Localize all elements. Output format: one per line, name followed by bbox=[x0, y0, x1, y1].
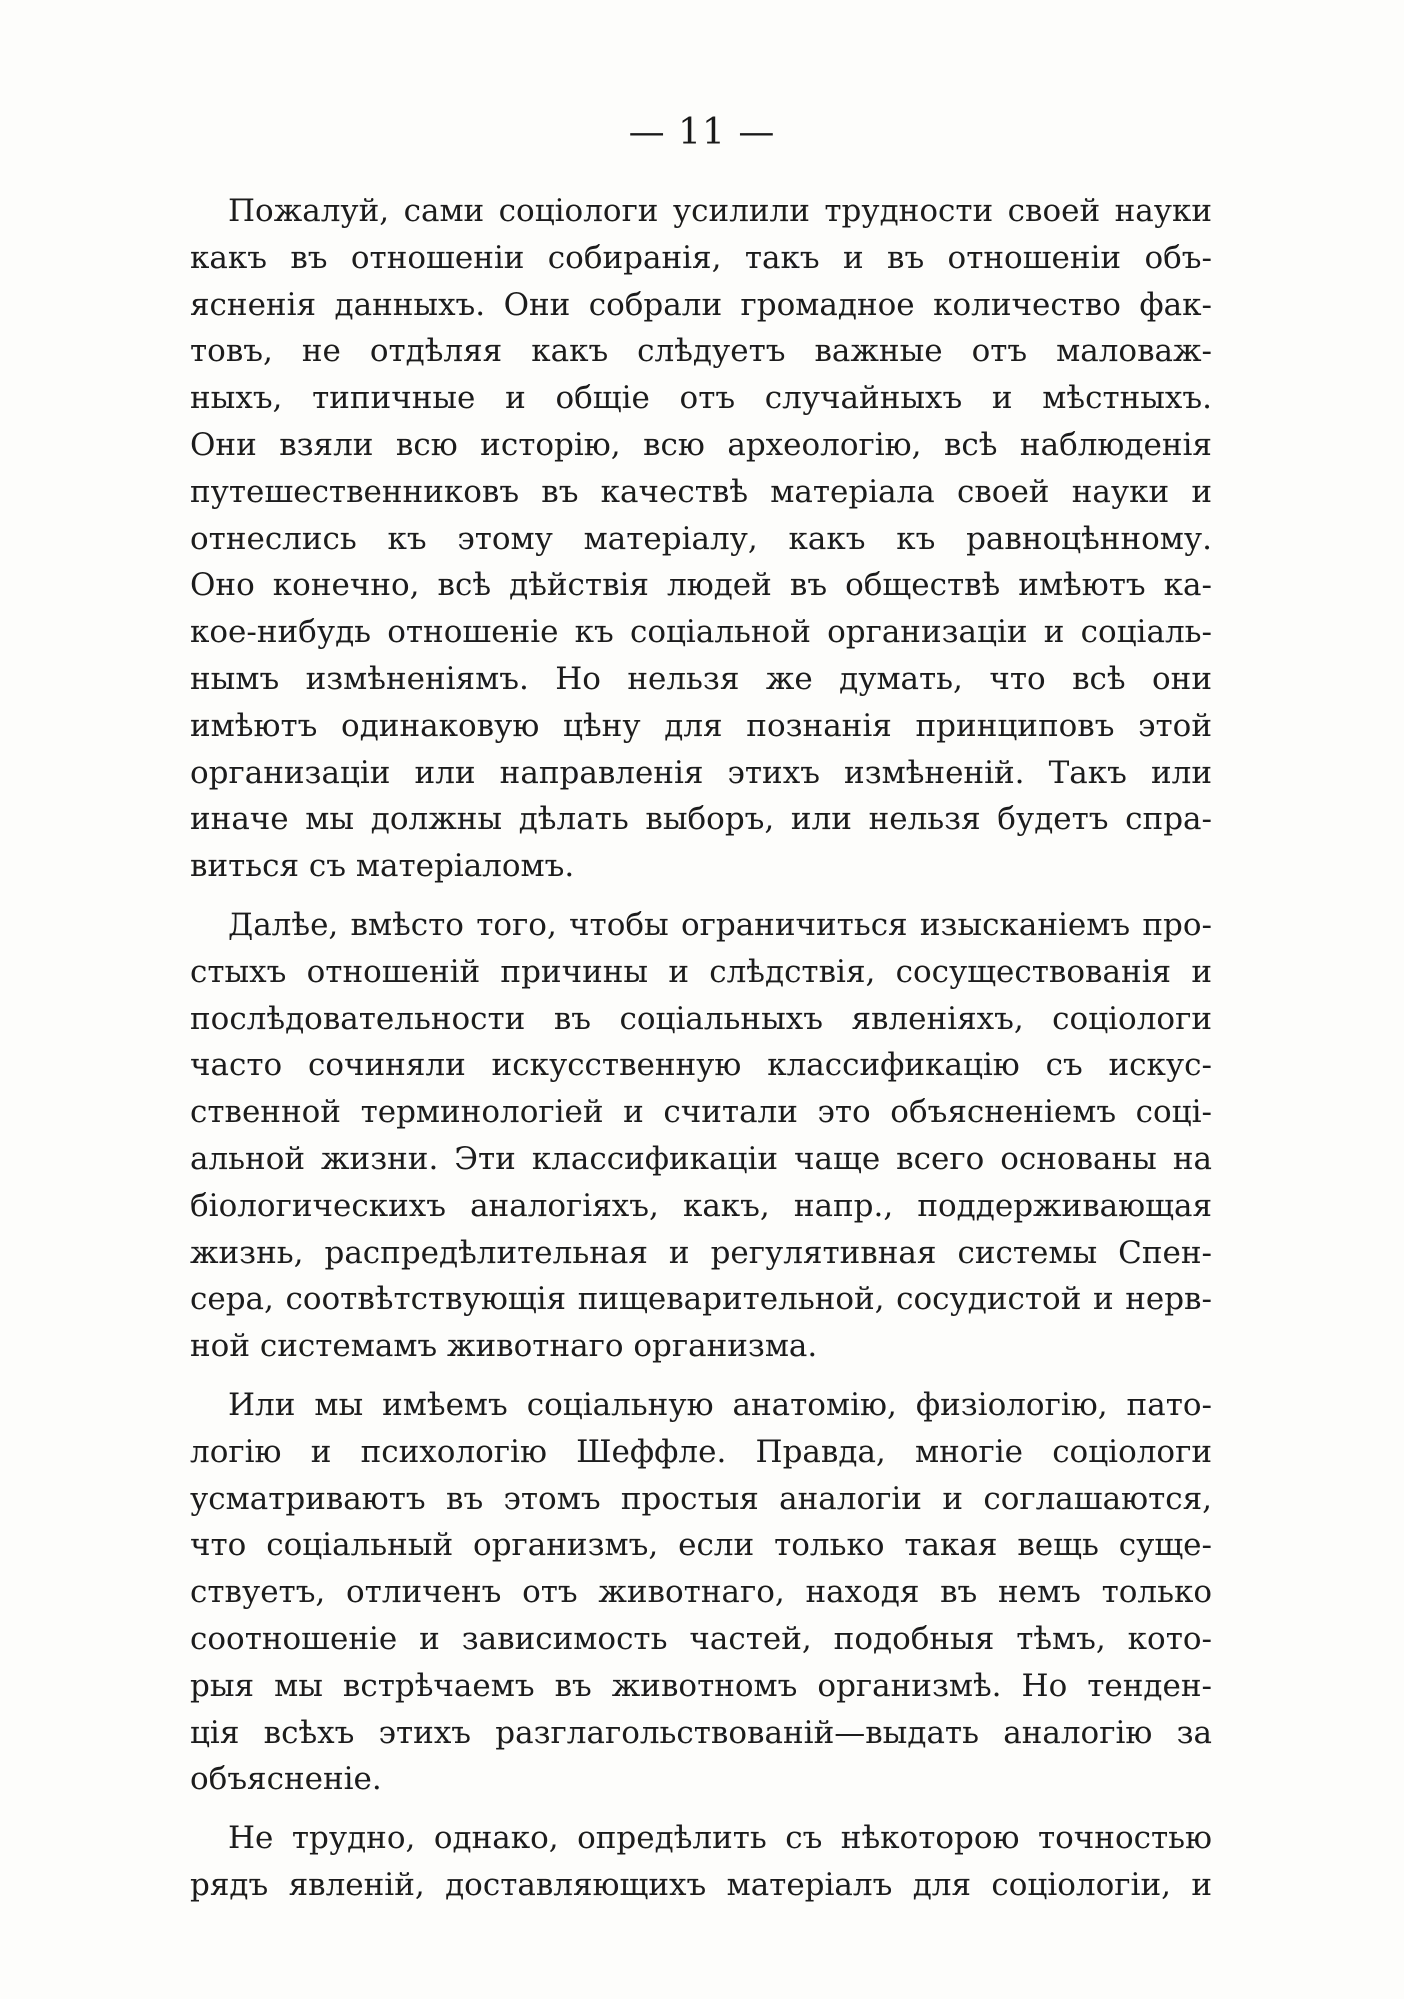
text-line: послѣдовательности въ соціальныхъ явленіяхъ, соціологи bbox=[190, 1000, 1212, 1037]
text-line: имѣютъ одинаковую цѣну для познанія принциповъ этой bbox=[190, 707, 1212, 744]
paragraph bbox=[190, 1382, 1212, 1803]
text-line: отнеслись къ этому матеріалу, какъ къ равноцѣнному. bbox=[190, 520, 1212, 557]
text-line: нымъ измѣненіямъ. Но нельзя же думать, что всѣ они bbox=[190, 660, 1212, 697]
text-line: рядъ явленій, доставляющихъ матеріалъ для соціологіи, и bbox=[190, 1866, 1212, 1903]
text-line: ственной терминологіей и считали это объясненіемъ соці- bbox=[190, 1094, 1212, 1131]
paragraph-gap bbox=[190, 890, 1212, 902]
paragraph bbox=[190, 188, 1212, 890]
text-line: логію и психологію Шеффле. Правда, многіе соціологи bbox=[190, 1433, 1212, 1470]
text-line: Далѣе, вмѣсто того, чтобы ограничиться изысканіемъ про- bbox=[228, 906, 1212, 943]
text-line: Оно конечно, всѣ дѣйствія людей въ обществѣ имѣютъ ка- bbox=[190, 567, 1212, 604]
text-line: ствуетъ, отличенъ отъ животнаго, находя въ немъ только bbox=[190, 1574, 1212, 1611]
text-line: соотношеніе и зависимость частей, подобныя тѣмъ, кото- bbox=[190, 1620, 1212, 1657]
paragraph bbox=[190, 1815, 1212, 1909]
text-line: Пожалуй, сами соціологи усилили трудности своей науки bbox=[228, 193, 1212, 229]
text-line: ной системамъ животнаго организма. bbox=[190, 1328, 818, 1365]
text-line: какъ въ отношеніи собиранія, такъ и въ отношеніи объ- bbox=[190, 239, 1212, 276]
paragraph-gap bbox=[190, 1803, 1212, 1815]
body-text bbox=[190, 188, 1212, 1909]
text-line: Или мы имѣемъ соціальную анатомію, физіологію, пато- bbox=[228, 1386, 1212, 1423]
text-line: жизнь, распредѣлительная и регулятивная системы Спен- bbox=[190, 1234, 1212, 1271]
text-line: товъ, не отдѣляя какъ слѣдуетъ важные отъ маловаж- bbox=[190, 333, 1212, 370]
text-line: объясненіе. bbox=[190, 1761, 382, 1798]
text-line: Не трудно, однако, опредѣлить съ нѣкоторою точностью bbox=[228, 1820, 1212, 1857]
text-line: кое-нибудь отношеніе къ соціальной организаціи и соціаль- bbox=[190, 614, 1212, 651]
text-line: альной жизни. Эти классификаціи чаще всего основаны на bbox=[190, 1140, 1212, 1177]
text-line: организаціи или направленія этихъ измѣненій. Такъ или bbox=[190, 754, 1212, 791]
page-number: — 11 — bbox=[628, 112, 776, 153]
text-line: что соціальный организмъ, если только такая вещь суще- bbox=[190, 1527, 1212, 1564]
paragraph bbox=[190, 902, 1212, 1370]
text-line: ясненія данныхъ. Они собрали громадное количество фак- bbox=[190, 286, 1212, 323]
text-line: иначе мы должны дѣлать выборъ, или нельзя будетъ спра- bbox=[190, 801, 1212, 838]
text-line: ція всѣхъ этихъ разглагольствованій—выдать аналогію за bbox=[190, 1714, 1212, 1751]
text-line: стыхъ отношеній причины и слѣдствія, сосуществованія и bbox=[190, 953, 1212, 990]
text-line: путешественниковъ въ качествѣ матеріала своей науки и bbox=[190, 473, 1212, 510]
text-line: сера, соотвѣтствующія пищеварительной, сосудистой и нерв- bbox=[190, 1281, 1212, 1318]
text-line: виться съ матеріаломъ. bbox=[190, 848, 575, 885]
text-line: біологическихъ аналогіяхъ, какъ, напр., поддерживающая bbox=[190, 1187, 1212, 1224]
paragraph-gap bbox=[190, 1370, 1212, 1382]
text-line: рыя мы встрѣчаемъ въ животномъ организмѣ. Но тенден- bbox=[190, 1667, 1212, 1704]
text-line: усматриваютъ въ этомъ простыя аналогіи и соглашаются, bbox=[190, 1480, 1212, 1517]
text-line: часто сочиняли искусственную классификацію съ искус- bbox=[190, 1047, 1212, 1084]
text-line: ныхъ, типичные и общіе отъ случайныхъ и мѣстныхъ. bbox=[190, 380, 1212, 417]
text-line: Они взяли всю исторію, всю археологію, всѣ наблюденія bbox=[190, 426, 1212, 463]
